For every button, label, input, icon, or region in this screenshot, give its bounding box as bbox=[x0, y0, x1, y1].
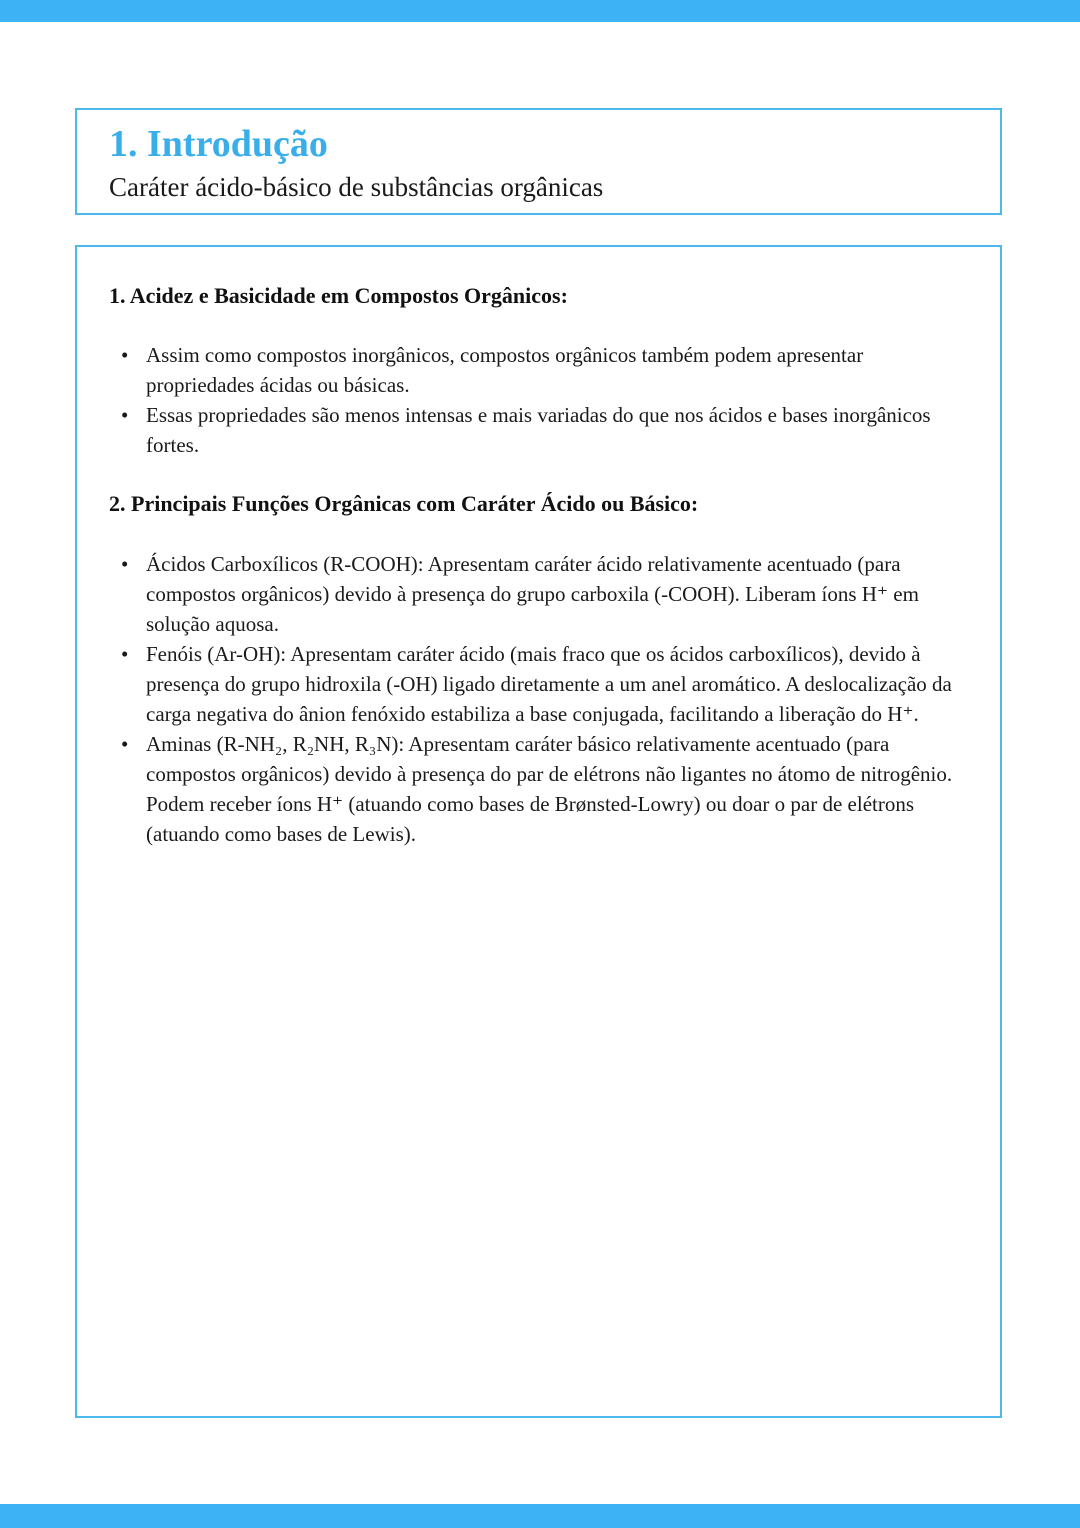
list-item-text: Essas propriedades são menos intensas e mais variadas do que nos ácidos e bases inorgânicos fortes. bbox=[146, 403, 931, 457]
content-box bbox=[75, 245, 1002, 1418]
list-item bbox=[109, 729, 969, 849]
section-2-list bbox=[109, 549, 969, 849]
list-item-text: Ácidos Carboxílicos (R-COOH): Apresentam caráter ácido relativamente acentuado (para compostos orgânicos) devido à presença do grupo carboxila (-COOH). Liberam íons H⁺ em solução aquosa. bbox=[146, 552, 919, 636]
list-item bbox=[109, 340, 969, 400]
page-title: 1. Introdução bbox=[109, 123, 328, 165]
bullet-icon: • bbox=[121, 343, 129, 367]
bottom-accent-bar bbox=[0, 1504, 1080, 1528]
top-accent-bar bbox=[0, 0, 1080, 22]
bullet-icon: • bbox=[121, 552, 129, 576]
list-item-text: Fenóis (Ar-OH): Apresentam caráter ácido (mais fraco que os ácidos carboxílicos), devido à presença do grupo hidroxila (-OH) ligado diretamente a um anel aromático. A deslocalização da carga negativa do ânion fenóxido estabiliza a base conjugada, facilitando a liberação do H⁺. bbox=[146, 642, 952, 726]
list-item bbox=[109, 639, 969, 729]
bullet-icon: • bbox=[121, 732, 129, 756]
list-item-text: Assim como compostos inorgânicos, compostos orgânicos também podem apresentar propriedades ácidas ou básicas. bbox=[146, 343, 864, 397]
section-1-list bbox=[109, 340, 969, 460]
list-item bbox=[109, 549, 969, 639]
section-heading-2: 2. Principais Funções Orgânicas com Caráter Ácido ou Básico: bbox=[109, 491, 699, 516]
list-item bbox=[109, 400, 969, 460]
bullet-icon: • bbox=[121, 403, 129, 427]
list-item-text: Aminas (R-NH₂, R₂NH, R₃N): Apresentam caráter básico relativamente acentuado (para compostos orgânicos) devido à presença do par de elétrons não ligantes no átomo de nitrogênio. Podem receber íons H⁺ (atuando como bases de Brønsted-Lowry) ou doar o par de elétrons (atuando como bases de Lewis). bbox=[146, 732, 953, 846]
bullet-icon: • bbox=[121, 642, 129, 666]
title-box bbox=[75, 108, 1002, 215]
page-subtitle: Caráter ácido-básico de substâncias orgânicas bbox=[109, 172, 604, 202]
section-heading-1: 1. Acidez e Basicidade em Compostos Orgânicos: bbox=[109, 283, 568, 308]
